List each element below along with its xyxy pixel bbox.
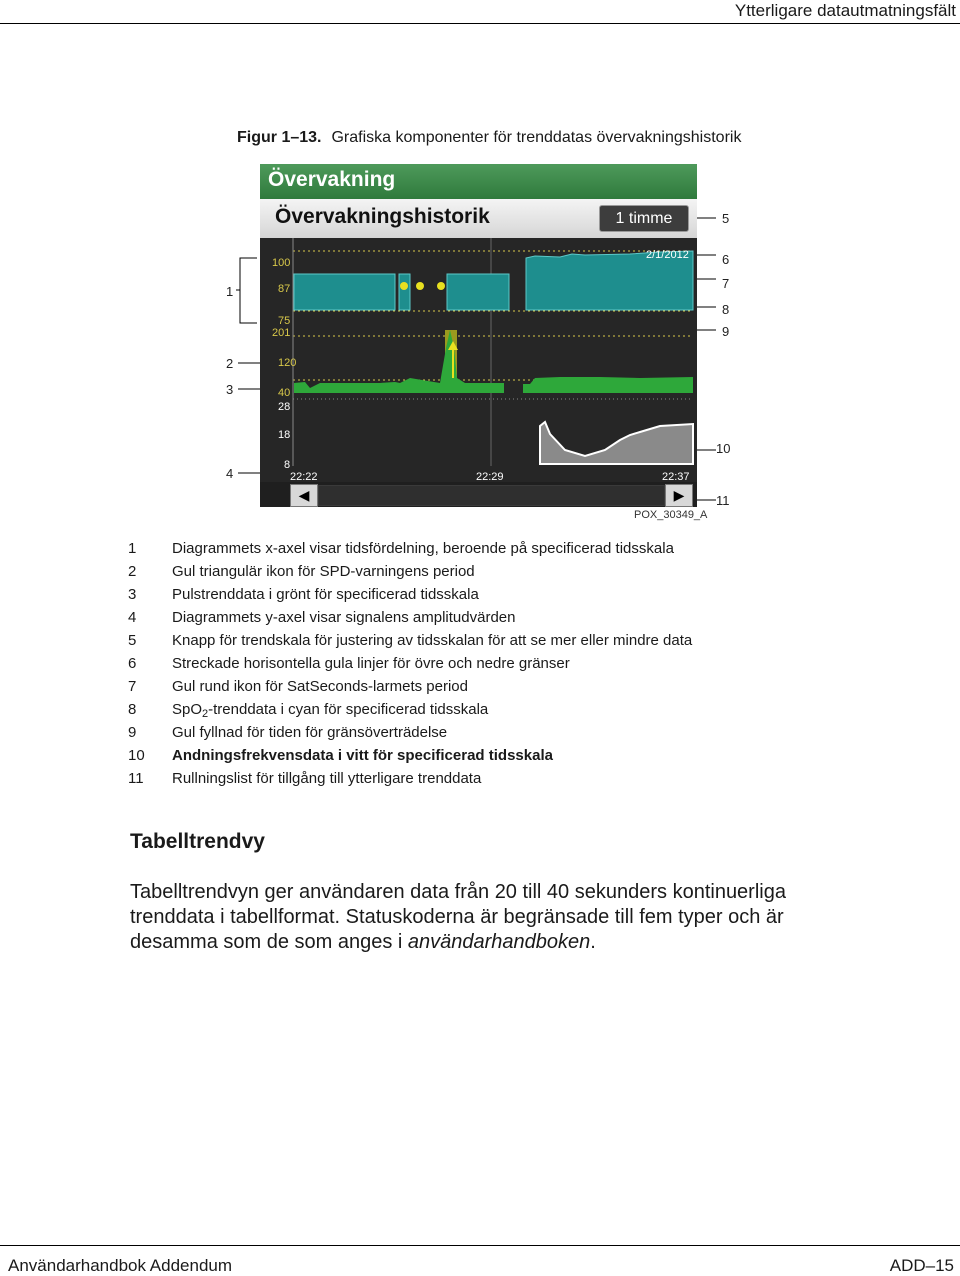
resp-scale-label: 8 <box>284 459 291 471</box>
scrollbar-thumb[interactable] <box>318 485 665 506</box>
callout-6: 6 <box>722 252 730 267</box>
legend-text: Diagrammets x-axel visar tidsfördelning, beroende på specificerad tidsskala <box>172 540 674 557</box>
trend-scale-button[interactable]: 1 timme <box>599 205 689 232</box>
pulse-scale-label: 40 <box>278 387 291 399</box>
time-axis-label: 22:22 <box>290 471 318 482</box>
legend-text: Andningsfrekvensdata i vitt för specificerad tidsskala <box>172 747 553 764</box>
satseconds-alarm-icon <box>416 282 424 290</box>
callout-2: 2 <box>226 356 234 371</box>
trend-chart <box>260 238 697 482</box>
subtitle-bar <box>260 199 697 238</box>
spo2-scale-label: 87 <box>278 283 291 295</box>
legend-number: 10 <box>128 747 145 764</box>
legend-number: 4 <box>128 609 137 626</box>
running-header-title: Ytterligare datautmatningsfält <box>734 1 956 20</box>
legend-number: 5 <box>128 632 137 649</box>
left-arrow-icon[interactable]: ◀ <box>290 484 318 507</box>
trend-scrollbar[interactable] <box>260 482 697 507</box>
legend-item <box>128 653 828 676</box>
legend-item <box>128 630 828 653</box>
legend-item <box>128 538 828 561</box>
figure-image-id: POX_30349_A <box>634 509 708 521</box>
footer-page-number: ADD–15 <box>889 1256 954 1275</box>
callout-4: 4 <box>226 466 234 481</box>
resp-scale-label: 18 <box>278 429 291 441</box>
legend-number: 2 <box>128 563 137 580</box>
figure-caption-text: Grafiska komponenter för trenddatas övervakningshistorik <box>331 129 742 146</box>
spo2-segment-2 <box>399 274 410 310</box>
legend-item <box>128 584 828 607</box>
resp-scale-label: 28 <box>278 401 291 413</box>
figure-legend <box>128 538 828 791</box>
legend-text: Knapp för trendskala för justering av tidsskalan för att se mer eller mindre data <box>172 632 693 649</box>
legend-text-post: -trenddata i cyan för specificerad tidsskala <box>208 701 489 718</box>
callout-3: 3 <box>226 382 234 397</box>
satseconds-alarm-icon <box>437 282 445 290</box>
legend-text <box>172 699 828 722</box>
legend-item <box>128 768 828 791</box>
legend-item <box>128 722 828 745</box>
section-body-text: Tabelltrendvyn ger användaren data från 20 till 40 sekunders kontinuerliga trenddata i tabellformat. Statuskoderna är begränsade till fem typer och är desamma som de som anges i <box>130 881 786 953</box>
legend-item <box>128 745 828 768</box>
figure-caption-number: Figur 1–13. <box>237 129 322 146</box>
legend-item <box>128 607 828 630</box>
footer-rule <box>0 1245 960 1246</box>
title-bar <box>260 164 697 199</box>
legend-text: Pulstrenddata i grönt för specificerad tidsskala <box>172 586 479 603</box>
legend-text-pre: SpO <box>172 701 203 718</box>
legend-number: 9 <box>128 724 137 741</box>
pulse-segment-2 <box>523 377 693 393</box>
legend-number: 1 <box>128 540 137 557</box>
callout-9: 9 <box>722 324 730 339</box>
legend-text: Streckade horisontella gula linjer för övre och nedre gränser <box>172 655 570 672</box>
legend-text: Diagrammets y-axel visar signalens amplitudvärden <box>172 609 516 626</box>
spo2-segment-1 <box>294 274 395 310</box>
spo2-scale-label: 75 <box>278 315 291 327</box>
legend-number: 11 <box>128 770 144 787</box>
section-body-end: . <box>590 931 596 953</box>
legend-item <box>128 561 828 584</box>
legend-text: Gul triangulär ikon för SPD-varningens period <box>172 563 475 580</box>
screen-subtitle: Övervakningshistorik <box>275 205 490 228</box>
callout-10: 10 <box>716 441 731 456</box>
monitor-screenshot <box>260 164 697 507</box>
spo2-segment-3 <box>447 274 509 310</box>
section-heading: Tabelltrendvy <box>130 830 265 853</box>
callout-5: 5 <box>722 211 730 226</box>
legend-number: 8 <box>128 701 137 718</box>
pulse-scale-label: 120 <box>278 357 297 369</box>
legend-number: 7 <box>128 678 137 695</box>
right-arrow-icon[interactable]: ▶ <box>665 484 693 507</box>
time-axis-label: 22:29 <box>476 471 504 482</box>
footer-document-title: Användarhandbok Addendum <box>8 1256 233 1275</box>
legend-item <box>128 699 828 722</box>
spo2-scale-label: 100 <box>272 257 291 269</box>
legend-text-subscript: 2 <box>202 708 209 720</box>
trend-date-label: 2/1/2012 <box>646 249 689 261</box>
legend-text: Rullningslist för tillgång till ytterligare trenddata <box>172 770 482 787</box>
callout-1: 1 <box>226 284 234 299</box>
legend-text: Gul fyllnad för tiden för gränsöverträdelse <box>172 724 448 741</box>
legend-number: 6 <box>128 655 137 672</box>
satseconds-alarm-icon <box>400 282 408 290</box>
legend-text: Gul rund ikon för SatSeconds-larmets period <box>172 678 468 695</box>
legend-item <box>128 676 828 699</box>
section-body <box>130 880 830 955</box>
section-body-italic: användarhandboken <box>407 931 591 953</box>
screen-title: Övervakning <box>268 168 396 191</box>
callout-11: 11 <box>716 493 730 508</box>
time-axis-label: 22:37 <box>662 471 690 482</box>
pulse-scale-label: 201 <box>272 327 291 339</box>
legend-number: 3 <box>128 586 137 603</box>
callout-7: 7 <box>722 276 730 291</box>
callout-8: 8 <box>722 302 730 317</box>
